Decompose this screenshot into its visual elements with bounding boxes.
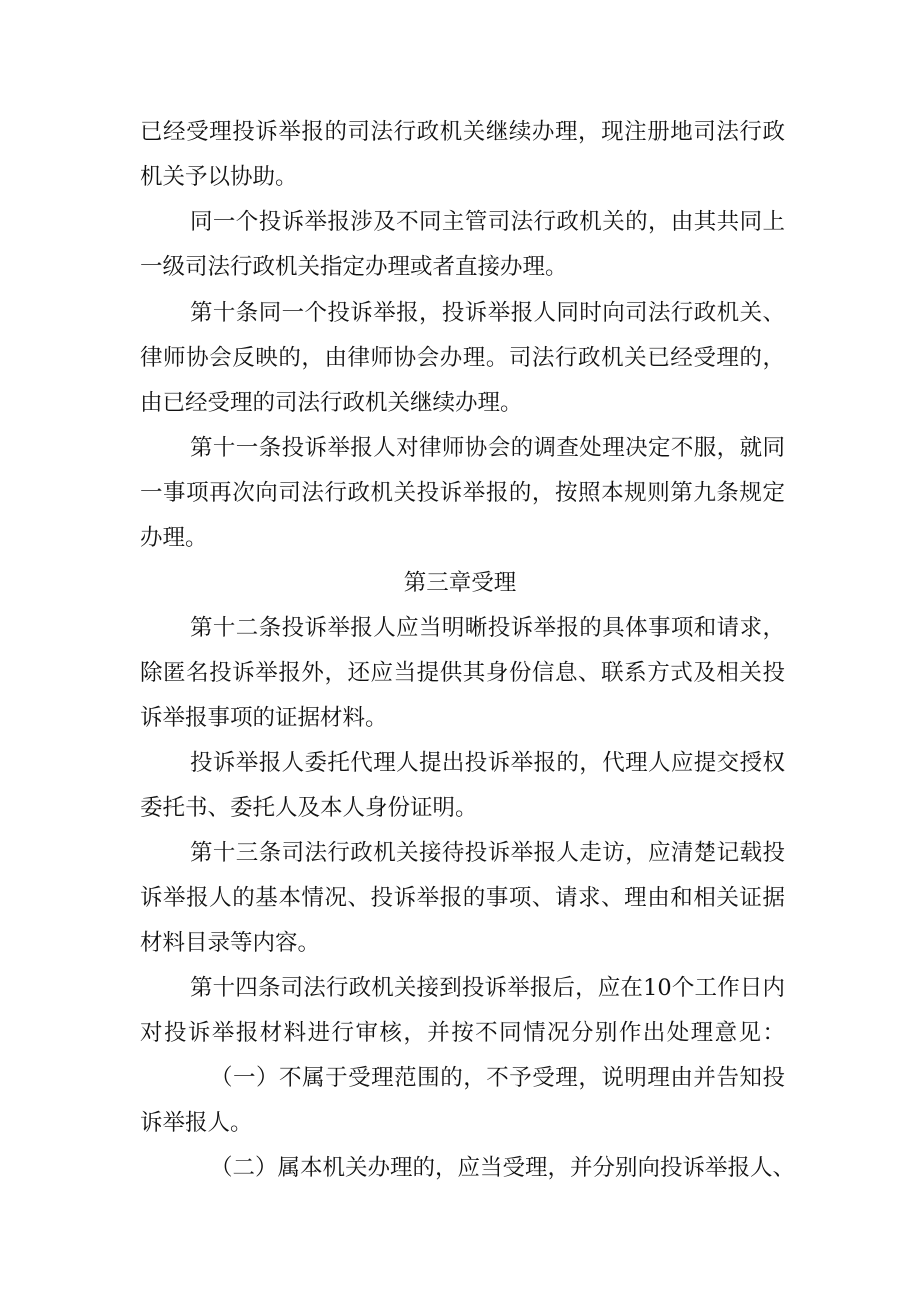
paragraph-line: 对投诉举报材料进行审核，并按不同情况分别作出处理意见： xyxy=(140,1020,785,1046)
paragraph-line: 办理。 xyxy=(140,525,208,551)
list-item-line: （一）不属于受理范围的，不予受理，说明理由并告知投 xyxy=(210,1065,785,1091)
paragraph-line: 一级司法行政机关指定办理或者直接办理。 xyxy=(140,254,568,280)
paragraph-line: 委托书、委托人及本人身份证明。 xyxy=(140,795,478,821)
paragraph-line: 第十一条投诉举报人对律师协会的调查处理决定不服，就同 xyxy=(190,435,785,461)
paragraph-line: 律师协会反映的，由律师协会办理。司法行政机关已经受理的， xyxy=(140,345,785,371)
paragraph-line: 第十三条司法行政机关接待投诉举报人走访，应清楚记载投 xyxy=(190,840,785,866)
paragraph-line: 除匿名投诉举报外，还应当提供其身份信息、联系方式及相关投 xyxy=(140,660,785,686)
paragraph-line: 由已经受理的司法行政机关继续办理。 xyxy=(140,390,523,416)
list-item-line: 诉举报人。 xyxy=(140,1110,253,1136)
paragraph-line: 材料目录等内容。 xyxy=(140,930,321,956)
paragraph-line: 诉举报人的基本情况、投诉举报的事项、请求、理由和相关证据 xyxy=(140,885,785,911)
paragraph-line: 已经受理投诉举报的司法行政机关继续办理，现注册地司法行政 xyxy=(140,119,785,145)
paragraph-line: 诉举报事项的证据材料。 xyxy=(140,705,388,731)
paragraph-line: 同一个投诉举报涉及不同主管司法行政机关的，由其共同上 xyxy=(190,209,785,235)
paragraph-line: 一事项再次向司法行政机关投诉举报的，按照本规则第九条规定 xyxy=(140,480,785,506)
list-item-line: （二）属本机关办理的，应当受理，并分别向投诉举报人、 xyxy=(210,1155,796,1181)
chapter-heading: 第三章受理 xyxy=(403,570,517,596)
paragraph-line: 第十二条投诉举报人应当明晰投诉举报的具体事项和请求， xyxy=(190,615,785,641)
paragraph-line: 机关予以协助。 xyxy=(140,164,298,190)
paragraph-line: 投诉举报人委托代理人提出投诉举报的，代理人应提交授权 xyxy=(190,750,785,776)
paragraph-line: 第十条同一个投诉举报，投诉举报人同时向司法行政机关、 xyxy=(190,300,785,326)
paragraph-line: 第十四条司法行政机关接到投诉举报后，应在10个工作日内 xyxy=(190,975,785,1001)
